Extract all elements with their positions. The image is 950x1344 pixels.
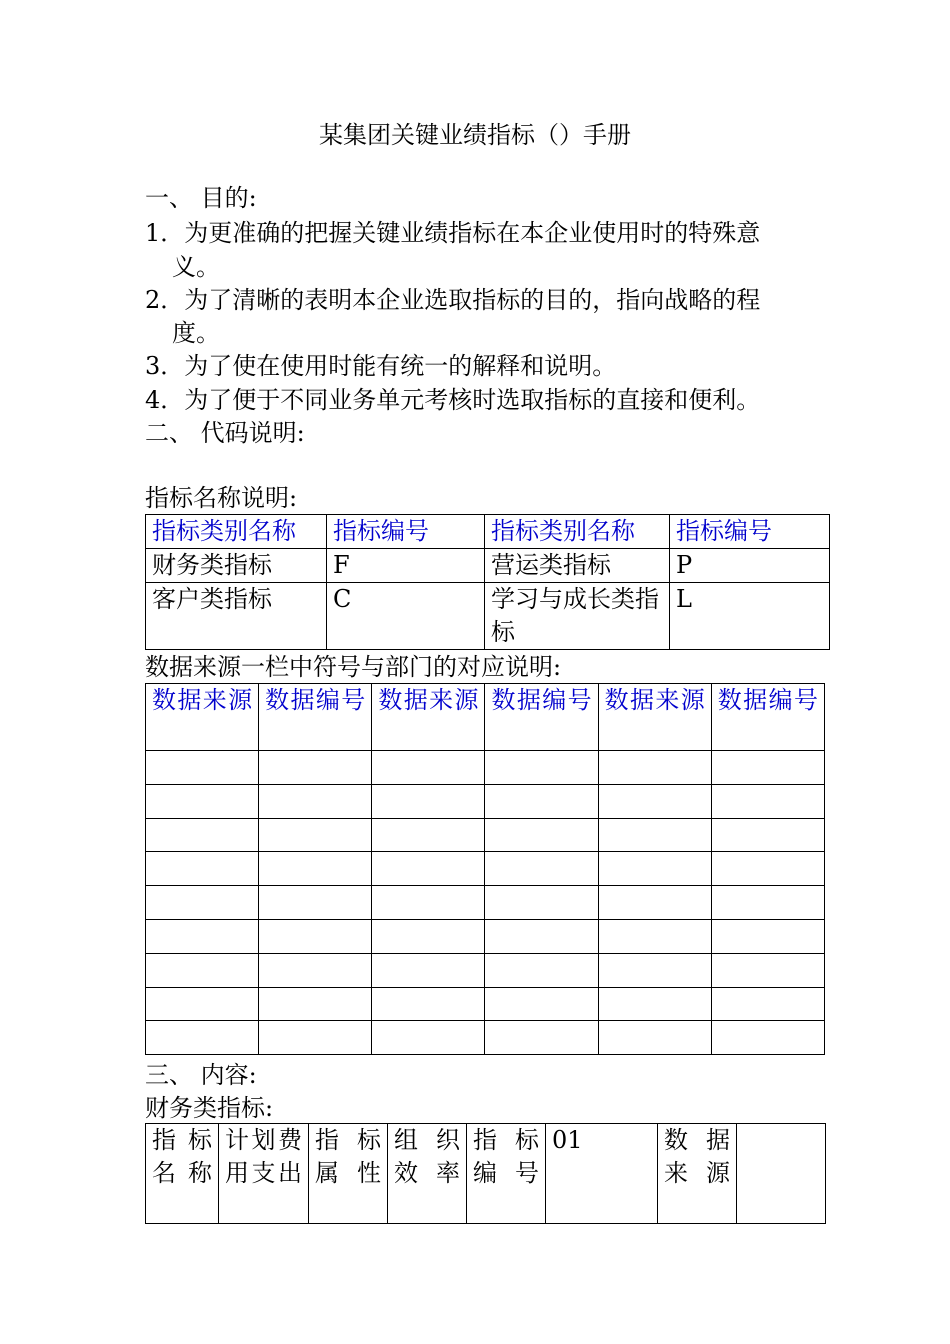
table-cell (372, 953, 485, 987)
table-cell (372, 1021, 485, 1055)
table-cell (146, 886, 259, 920)
table-row (146, 751, 825, 785)
table-cell: 学习与成长类指标 (485, 583, 670, 650)
table-cell (372, 818, 485, 852)
table-cell (485, 784, 598, 818)
table-cell (485, 1021, 598, 1055)
table-cell (598, 953, 711, 987)
data-source-table (145, 683, 825, 1055)
table-cell (485, 919, 598, 953)
page-title: 某集团关键业绩指标（）手册 (319, 121, 631, 149)
table-cell (146, 953, 259, 987)
header-cell: 指标编号 (670, 515, 830, 549)
table-cell (485, 987, 598, 1021)
table-cell (259, 818, 372, 852)
table-row (146, 919, 825, 953)
table-row (146, 1124, 826, 1224)
table-row (146, 583, 830, 650)
table-cell (259, 987, 372, 1021)
table-cell (485, 751, 598, 785)
indicator-name-table (145, 514, 830, 650)
table-cell (372, 919, 485, 953)
table-cell (146, 818, 259, 852)
table-cell (598, 987, 711, 1021)
header-cell: 指标类别名称 (146, 515, 327, 549)
label-cell: 数据来源 (658, 1124, 737, 1224)
table-cell (259, 919, 372, 953)
table-cell (259, 953, 372, 987)
table-cell (598, 784, 711, 818)
table-cell (146, 987, 259, 1021)
table-cell (711, 919, 824, 953)
value-cell: 计划费用支出 (219, 1124, 309, 1224)
table-cell (259, 1021, 372, 1055)
table-cell: L (670, 583, 830, 650)
finance-indicator-table (145, 1123, 826, 1224)
list-item-1-continued: 义。 (172, 253, 220, 281)
table-cell (711, 784, 824, 818)
table-cell (146, 919, 259, 953)
table-cell (372, 852, 485, 886)
table-header-row (146, 684, 825, 751)
table-cell (711, 751, 824, 785)
table-row (146, 886, 825, 920)
table-cell (259, 751, 372, 785)
table-row (146, 953, 825, 987)
table-cell: 财务类指标 (146, 549, 327, 583)
section2-heading: 二、 代码说明: (145, 419, 305, 447)
table-row (146, 784, 825, 818)
value-cell: 组织效率 (388, 1124, 467, 1224)
table-cell (598, 818, 711, 852)
table-cell (598, 852, 711, 886)
table-row (146, 549, 830, 583)
table-cell (485, 852, 598, 886)
list-item-2: 2．为了清晰的表明本企业选取指标的目的，指向战略的程 (145, 286, 761, 314)
table-cell (372, 886, 485, 920)
table-cell (146, 852, 259, 886)
table-cell (372, 987, 485, 1021)
table-cell (485, 953, 598, 987)
section3-heading: 三、 内容: (145, 1061, 257, 1089)
table-cell (598, 1021, 711, 1055)
table-cell (146, 784, 259, 818)
header-cell: 数据来源 (598, 684, 711, 751)
table-cell (711, 987, 824, 1021)
name-table-caption: 指标名称说明: (145, 484, 298, 512)
table-cell (711, 1021, 824, 1055)
table-cell: C (327, 583, 485, 650)
table-cell (146, 1021, 259, 1055)
table-cell (372, 784, 485, 818)
list-item-3: 3．为了使在使用时能有统一的解释和说明。 (145, 352, 617, 380)
header-cell: 数据编号 (711, 684, 824, 751)
table-row (146, 852, 825, 886)
section1-heading: 一、 目的: (145, 184, 257, 212)
value-cell (737, 1124, 826, 1224)
data-source-table-body (146, 751, 825, 1055)
table-cell (485, 886, 598, 920)
table-cell (372, 751, 485, 785)
table-cell (598, 919, 711, 953)
header-cell: 数据来源 (372, 684, 485, 751)
header-cell: 指标编号 (327, 515, 485, 549)
table-cell (485, 818, 598, 852)
table-cell (711, 953, 824, 987)
label-cell: 指标编号 (467, 1124, 546, 1224)
table-cell: F (327, 549, 485, 583)
table-cell (598, 886, 711, 920)
table-cell (259, 886, 372, 920)
finance-caption: 财务类指标: (145, 1094, 274, 1122)
table-cell: 客户类指标 (146, 583, 327, 650)
label-cell: 指标名称 (146, 1124, 219, 1224)
table-cell (711, 852, 824, 886)
table-cell: 营运类指标 (485, 549, 670, 583)
value-cell: 01 (546, 1124, 658, 1224)
header-cell: 指标类别名称 (485, 515, 670, 549)
table-cell (598, 751, 711, 785)
list-item-4: 4．为了便于不同业务单元考核时选取指标的直接和便利。 (145, 386, 761, 414)
table-row (146, 1021, 825, 1055)
table-cell (711, 818, 824, 852)
table-cell (259, 852, 372, 886)
source-table-caption: 数据来源一栏中符号与部门的对应说明: (145, 653, 562, 681)
table-cell (146, 751, 259, 785)
table-cell (259, 784, 372, 818)
table-header-row (146, 515, 830, 549)
table-row (146, 818, 825, 852)
table-cell (711, 886, 824, 920)
list-item-2-continued: 度。 (172, 319, 220, 347)
label-cell: 指标属性 (309, 1124, 388, 1224)
header-cell: 数据来源 (146, 684, 259, 751)
list-item-1: 1．为更准确的把握关键业绩指标在本企业使用时的特殊意 (145, 219, 761, 247)
header-cell: 数据编号 (259, 684, 372, 751)
table-cell: P (670, 549, 830, 583)
header-cell: 数据编号 (485, 684, 598, 751)
table-row (146, 987, 825, 1021)
